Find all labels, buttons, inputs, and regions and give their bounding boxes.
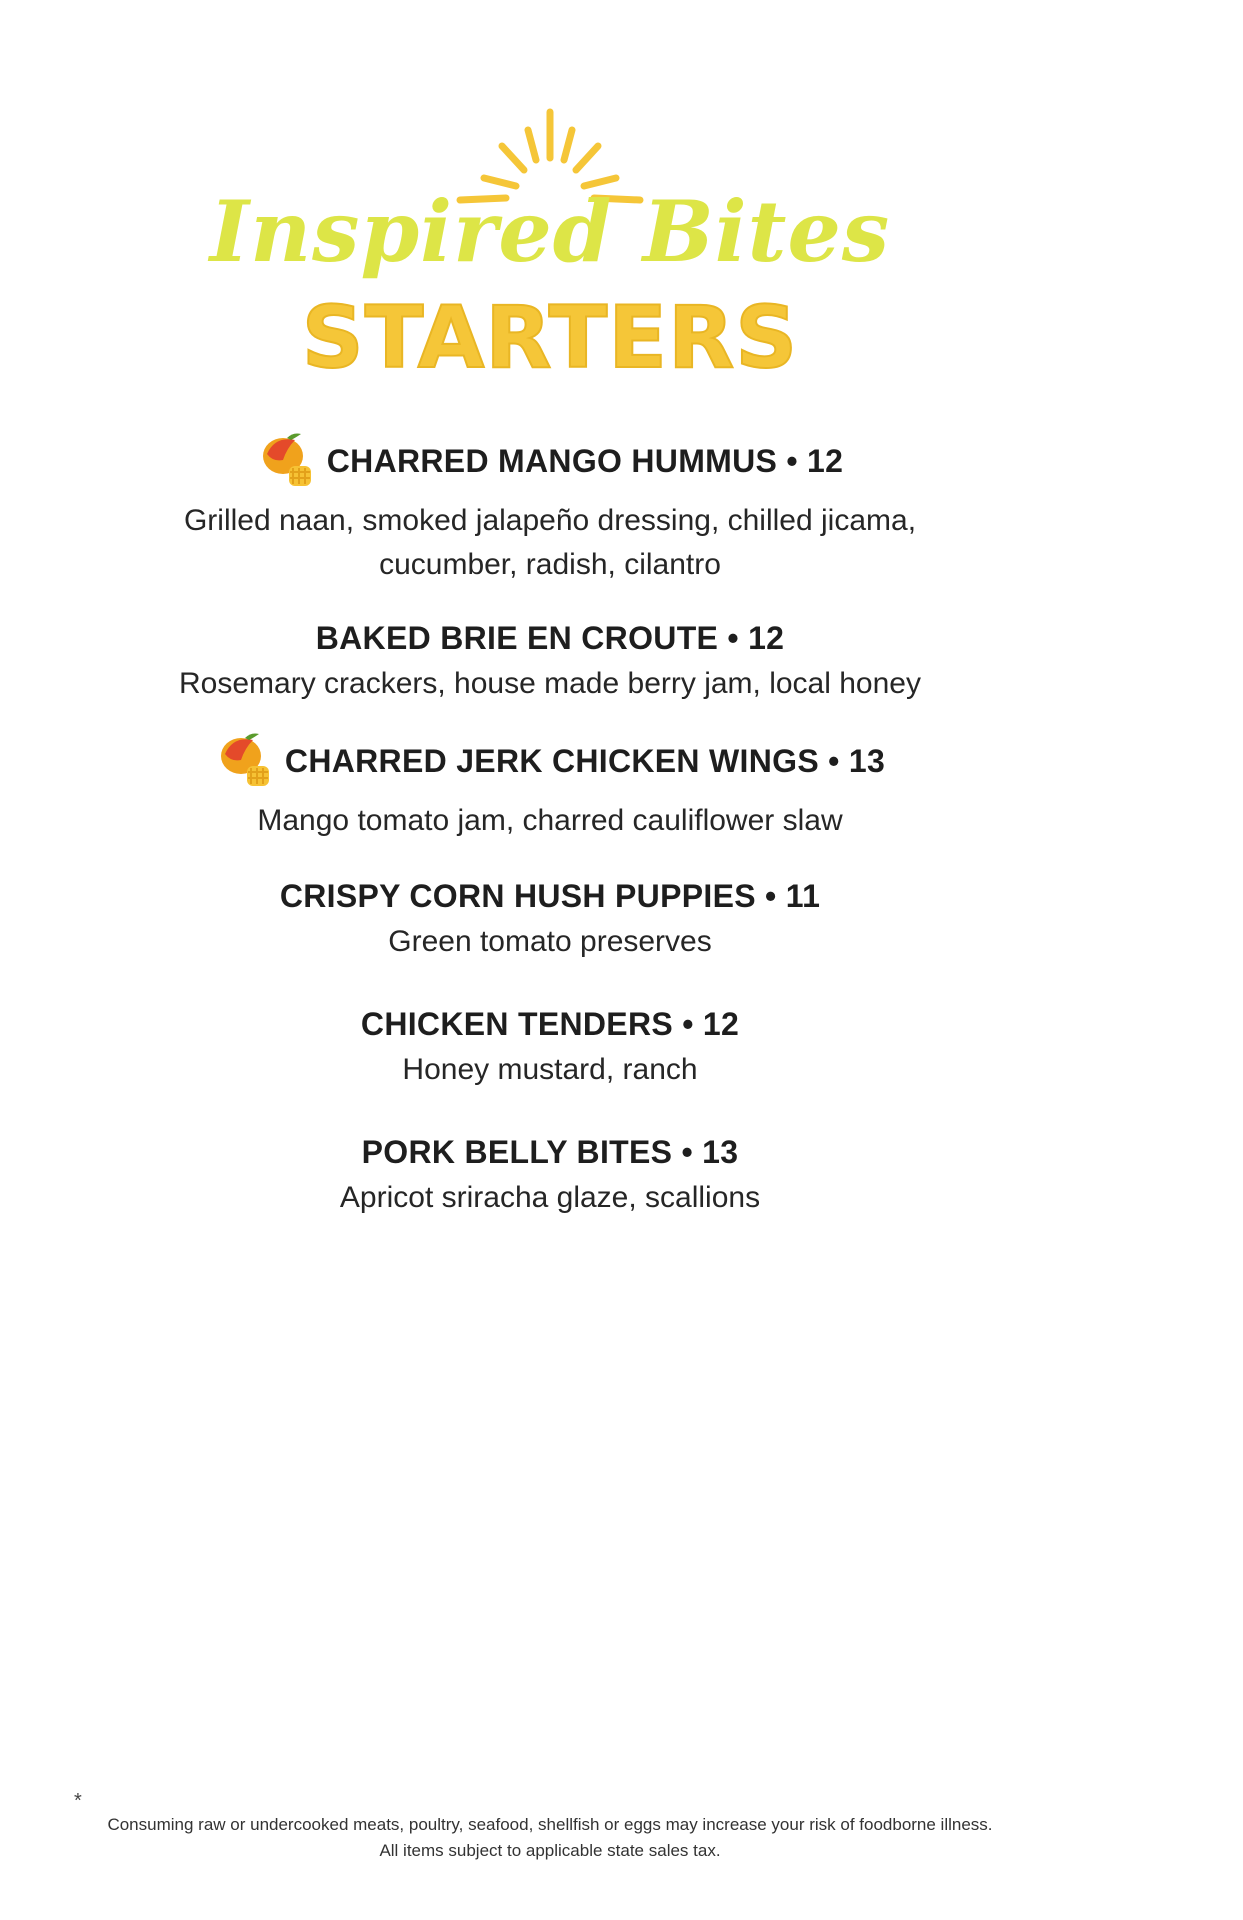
item-description: Apricot sriracha glaze, scallions	[339, 1181, 761, 1214]
section-title: STARTERS	[301, 288, 799, 388]
item-description: Green tomato preserves	[388, 925, 712, 958]
menu-item	[0, 1008, 1100, 1092]
footnote-line: All items subject to applicable state sales tax.	[379, 1841, 721, 1860]
item-name: PORK BELLY BITES • 13	[361, 1134, 739, 1170]
footnote	[0, 1812, 1100, 1864]
menu-item	[0, 430, 1100, 587]
mango-icon	[257, 430, 319, 492]
footnote-line: Consuming raw or undercooked meats, poultry, seafood, shellfish or eggs may increase your risk of foodborne illness.	[107, 1815, 993, 1834]
footnote-asterisk: *	[74, 1790, 82, 1812]
item-name: CHICKEN TENDERS • 12	[360, 1006, 740, 1042]
item-name: BAKED BRIE EN CROUTE • 12	[315, 620, 785, 656]
mango-icon	[215, 730, 277, 792]
item-name: CHARRED MANGO HUMMUS • 12	[326, 443, 844, 479]
item-name: CRISPY CORN HUSH PUPPIES • 11	[279, 878, 821, 914]
item-name: CHARRED JERK CHICKEN WINGS • 13	[284, 743, 886, 779]
item-description: Rosemary crackers, house made berry jam, local honey	[179, 667, 921, 700]
item-description: Mango tomato jam, charred cauliflower slaw	[257, 804, 843, 837]
item-description: Grilled naan, smoked jalapeño dressing, chilled jicama, cucumber, radish, cilantro	[183, 504, 917, 581]
item-heading	[257, 430, 844, 492]
script-title: Inspired Bites	[209, 182, 891, 281]
menu-item	[0, 880, 1100, 964]
item-description: Honey mustard, ranch	[402, 1053, 698, 1086]
menu-item	[0, 1136, 1100, 1220]
menu-item	[0, 730, 1100, 843]
menu-item	[0, 622, 1100, 706]
item-heading	[215, 730, 885, 792]
